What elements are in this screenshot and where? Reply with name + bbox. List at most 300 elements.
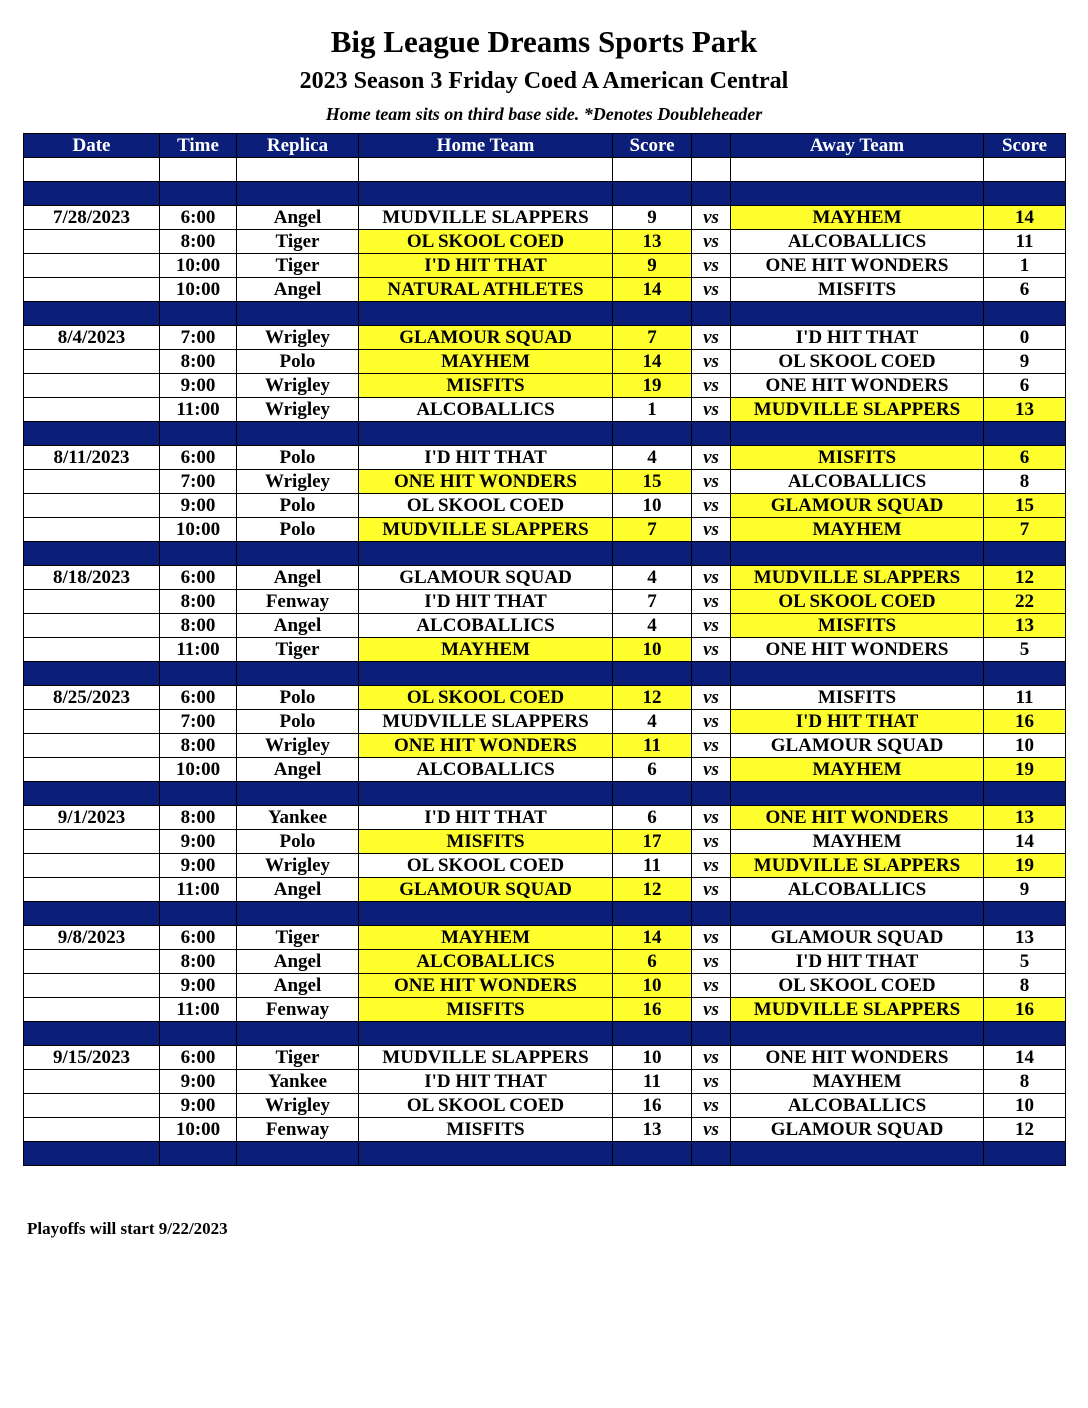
vs-label: vs: [692, 374, 731, 398]
game-time: 9:00: [160, 854, 237, 878]
away-team: MUDVILLE SLAPPERS: [731, 566, 984, 590]
empty-cell: [237, 422, 359, 446]
game-row: [24, 470, 1066, 494]
empty-cell: [24, 1022, 160, 1046]
game-date: [24, 974, 160, 998]
game-time: 7:00: [160, 710, 237, 734]
game-row: [24, 206, 1066, 230]
away-score: 10: [984, 1094, 1066, 1118]
vs-label: vs: [692, 470, 731, 494]
away-score: 10: [984, 734, 1066, 758]
vs-label: vs: [692, 734, 731, 758]
game-replica: Fenway: [237, 1118, 359, 1142]
empty-cell: [613, 542, 692, 566]
away-score: 12: [984, 566, 1066, 590]
game-time: 8:00: [160, 734, 237, 758]
away-score: 8: [984, 1070, 1066, 1094]
game-time: 10:00: [160, 254, 237, 278]
game-date: 8/18/2023: [24, 566, 160, 590]
vs-label: vs: [692, 1118, 731, 1142]
game-row: [24, 1046, 1066, 1070]
away-team: MAYHEM: [731, 206, 984, 230]
game-replica: Wrigley: [237, 326, 359, 350]
away-team: MUDVILLE SLAPPERS: [731, 998, 984, 1022]
col-header-away-team: Away Team: [731, 134, 984, 158]
home-team: I'D HIT THAT: [359, 446, 613, 470]
game-time: 8:00: [160, 350, 237, 374]
vs-label: vs: [692, 878, 731, 902]
home-score: 10: [613, 494, 692, 518]
away-team: MAYHEM: [731, 1070, 984, 1094]
game-row: [24, 974, 1066, 998]
empty-cell: [160, 1142, 237, 1166]
away-team: MISFITS: [731, 446, 984, 470]
home-team: ALCOBALLICS: [359, 398, 613, 422]
away-team: ONE HIT WONDERS: [731, 1046, 984, 1070]
vs-label: vs: [692, 230, 731, 254]
game-replica: Wrigley: [237, 470, 359, 494]
col-header-time: Time: [160, 134, 237, 158]
week-separator: [24, 902, 1066, 926]
vs-label: vs: [692, 206, 731, 230]
game-row: [24, 326, 1066, 350]
away-score: 19: [984, 854, 1066, 878]
game-time: 6:00: [160, 446, 237, 470]
empty-cell: [731, 182, 984, 206]
game-row: [24, 638, 1066, 662]
game-time: 8:00: [160, 590, 237, 614]
game-date: [24, 494, 160, 518]
game-time: 9:00: [160, 1094, 237, 1118]
empty-cell: [160, 182, 237, 206]
col-header-vs: [692, 134, 731, 158]
empty-cell: [692, 158, 731, 182]
game-time: 6:00: [160, 686, 237, 710]
game-row: [24, 830, 1066, 854]
away-score: 9: [984, 878, 1066, 902]
schedule-body: [24, 158, 1066, 1166]
empty-cell: [359, 302, 613, 326]
home-team: MISFITS: [359, 998, 613, 1022]
game-replica: Tiger: [237, 638, 359, 662]
home-score: 13: [613, 1118, 692, 1142]
away-score: 6: [984, 374, 1066, 398]
vs-label: vs: [692, 1094, 731, 1118]
vs-label: vs: [692, 518, 731, 542]
empty-cell: [692, 182, 731, 206]
home-score: 6: [613, 950, 692, 974]
week-separator: [24, 542, 1066, 566]
home-score: 9: [613, 254, 692, 278]
col-header-home-score: Score: [613, 134, 692, 158]
empty-cell: [731, 782, 984, 806]
game-replica: Yankee: [237, 806, 359, 830]
away-team: GLAMOUR SQUAD: [731, 734, 984, 758]
home-team: ONE HIT WONDERS: [359, 974, 613, 998]
game-row: [24, 446, 1066, 470]
away-team: GLAMOUR SQUAD: [731, 926, 984, 950]
vs-label: vs: [692, 974, 731, 998]
game-replica: Angel: [237, 758, 359, 782]
home-team: MISFITS: [359, 1118, 613, 1142]
game-time: 6:00: [160, 206, 237, 230]
vs-label: vs: [692, 926, 731, 950]
game-time: 9:00: [160, 830, 237, 854]
game-replica: Wrigley: [237, 1094, 359, 1118]
away-team: MUDVILLE SLAPPERS: [731, 398, 984, 422]
home-team: I'D HIT THAT: [359, 254, 613, 278]
game-replica: Angel: [237, 950, 359, 974]
empty-cell: [237, 158, 359, 182]
home-team: GLAMOUR SQUAD: [359, 326, 613, 350]
empty-cell: [24, 158, 160, 182]
game-row: [24, 1118, 1066, 1142]
game-date: [24, 590, 160, 614]
game-date: [24, 878, 160, 902]
home-score: 9: [613, 206, 692, 230]
empty-cell: [984, 1022, 1066, 1046]
game-replica: Angel: [237, 566, 359, 590]
vs-label: vs: [692, 806, 731, 830]
game-row: [24, 926, 1066, 950]
away-score: 8: [984, 974, 1066, 998]
game-date: [24, 470, 160, 494]
vs-label: vs: [692, 686, 731, 710]
game-time: 6:00: [160, 1046, 237, 1070]
empty-cell: [359, 662, 613, 686]
empty-cell: [237, 782, 359, 806]
empty-cell: [613, 182, 692, 206]
away-team: GLAMOUR SQUAD: [731, 1118, 984, 1142]
game-date: [24, 230, 160, 254]
away-score: 14: [984, 206, 1066, 230]
game-date: [24, 398, 160, 422]
header-row: [24, 134, 1066, 158]
empty-cell: [237, 1142, 359, 1166]
schedule-note: Home team sits on third base side. *Denotes Doubleheader: [325, 104, 763, 124]
game-date: [24, 374, 160, 398]
empty-cell: [692, 302, 731, 326]
empty-cell: [984, 158, 1066, 182]
game-time: 6:00: [160, 926, 237, 950]
vs-label: vs: [692, 758, 731, 782]
away-score: 13: [984, 398, 1066, 422]
empty-cell: [692, 902, 731, 926]
empty-cell: [24, 302, 160, 326]
game-date: [24, 710, 160, 734]
away-score: 8: [984, 470, 1066, 494]
empty-cell: [160, 302, 237, 326]
vs-label: vs: [692, 1046, 731, 1070]
game-replica: Angel: [237, 878, 359, 902]
vs-label: vs: [692, 1070, 731, 1094]
home-team: OL SKOOL COED: [359, 854, 613, 878]
game-replica: Polo: [237, 494, 359, 518]
away-team: I'D HIT THAT: [731, 950, 984, 974]
game-date: [24, 638, 160, 662]
vs-label: vs: [692, 398, 731, 422]
home-team: OL SKOOL COED: [359, 494, 613, 518]
home-score: 7: [613, 326, 692, 350]
game-date: [24, 254, 160, 278]
away-score: 14: [984, 830, 1066, 854]
empty-cell: [731, 302, 984, 326]
game-date: 8/4/2023: [24, 326, 160, 350]
away-team: ONE HIT WONDERS: [731, 806, 984, 830]
game-time: 8:00: [160, 230, 237, 254]
empty-cell: [984, 182, 1066, 206]
vs-label: vs: [692, 638, 731, 662]
home-score: 12: [613, 878, 692, 902]
empty-cell: [613, 302, 692, 326]
empty-cell: [692, 1142, 731, 1166]
empty-cell: [359, 782, 613, 806]
game-date: [24, 758, 160, 782]
game-time: 11:00: [160, 638, 237, 662]
game-replica: Polo: [237, 518, 359, 542]
game-date: 9/15/2023: [24, 1046, 160, 1070]
game-time: 9:00: [160, 494, 237, 518]
game-date: 9/8/2023: [24, 926, 160, 950]
empty-cell: [24, 422, 160, 446]
empty-cell: [731, 542, 984, 566]
game-replica: Wrigley: [237, 374, 359, 398]
empty-cell: [359, 422, 613, 446]
game-date: [24, 734, 160, 758]
away-score: 11: [984, 230, 1066, 254]
empty-cell: [984, 542, 1066, 566]
game-date: [24, 518, 160, 542]
home-team: I'D HIT THAT: [359, 590, 613, 614]
game-replica: Polo: [237, 350, 359, 374]
away-score: 13: [984, 614, 1066, 638]
game-replica: Polo: [237, 710, 359, 734]
home-score: 15: [613, 470, 692, 494]
away-team: MAYHEM: [731, 758, 984, 782]
empty-cell: [160, 1022, 237, 1046]
game-date: 9/1/2023: [24, 806, 160, 830]
week-separator: [24, 302, 1066, 326]
schedule-table: [23, 133, 1066, 1166]
game-row: [24, 854, 1066, 878]
home-team: MUDVILLE SLAPPERS: [359, 1046, 613, 1070]
empty-cell: [984, 902, 1066, 926]
home-score: 7: [613, 590, 692, 614]
game-time: 11:00: [160, 998, 237, 1022]
home-team: ALCOBALLICS: [359, 950, 613, 974]
home-team: ALCOBALLICS: [359, 758, 613, 782]
home-team: GLAMOUR SQUAD: [359, 566, 613, 590]
game-replica: Angel: [237, 206, 359, 230]
vs-label: vs: [692, 830, 731, 854]
away-team: ALCOBALLICS: [731, 230, 984, 254]
empty-cell: [984, 302, 1066, 326]
home-score: 10: [613, 1046, 692, 1070]
away-score: 9: [984, 350, 1066, 374]
game-replica: Polo: [237, 446, 359, 470]
away-score: 1: [984, 254, 1066, 278]
away-team: MISFITS: [731, 278, 984, 302]
away-team: ALCOBALLICS: [731, 878, 984, 902]
game-time: 11:00: [160, 878, 237, 902]
game-replica: Polo: [237, 686, 359, 710]
game-time: 10:00: [160, 758, 237, 782]
home-score: 4: [613, 710, 692, 734]
home-team: GLAMOUR SQUAD: [359, 878, 613, 902]
empty-cell: [359, 542, 613, 566]
vs-label: vs: [692, 854, 731, 878]
game-row: [24, 350, 1066, 374]
game-replica: Fenway: [237, 998, 359, 1022]
game-replica: Yankee: [237, 1070, 359, 1094]
empty-cell: [359, 902, 613, 926]
away-score: 0: [984, 326, 1066, 350]
vs-label: vs: [692, 446, 731, 470]
vs-label: vs: [692, 254, 731, 278]
empty-cell: [24, 182, 160, 206]
away-score: 14: [984, 1046, 1066, 1070]
empty-cell: [731, 902, 984, 926]
week-separator: [24, 182, 1066, 206]
away-score: 12: [984, 1118, 1066, 1142]
game-row: [24, 1094, 1066, 1118]
game-date: [24, 1070, 160, 1094]
game-row: [24, 590, 1066, 614]
away-team: MISFITS: [731, 614, 984, 638]
empty-cell: [160, 542, 237, 566]
game-date: 8/25/2023: [24, 686, 160, 710]
away-team: OL SKOOL COED: [731, 974, 984, 998]
game-replica: Angel: [237, 974, 359, 998]
empty-cell: [160, 902, 237, 926]
page-subtitle: 2023 Season 3 Friday Coed A American Central: [299, 68, 789, 94]
empty-cell: [237, 542, 359, 566]
away-score: 6: [984, 446, 1066, 470]
col-header-date: Date: [24, 134, 160, 158]
home-score: 17: [613, 830, 692, 854]
game-replica: Fenway: [237, 590, 359, 614]
game-time: 8:00: [160, 950, 237, 974]
home-team: OL SKOOL COED: [359, 686, 613, 710]
away-score: 22: [984, 590, 1066, 614]
week-separator: [24, 1022, 1066, 1046]
home-score: 4: [613, 446, 692, 470]
game-date: [24, 350, 160, 374]
away-score: 5: [984, 638, 1066, 662]
game-row: [24, 278, 1066, 302]
away-score: 5: [984, 950, 1066, 974]
game-time: 10:00: [160, 518, 237, 542]
week-separator: [24, 782, 1066, 806]
empty-cell: [613, 1142, 692, 1166]
home-team: MUDVILLE SLAPPERS: [359, 710, 613, 734]
empty-cell: [359, 1022, 613, 1046]
empty-cell: [160, 782, 237, 806]
home-score: 6: [613, 806, 692, 830]
game-row: [24, 710, 1066, 734]
away-team: ONE HIT WONDERS: [731, 374, 984, 398]
home-score: 11: [613, 854, 692, 878]
game-time: 11:00: [160, 398, 237, 422]
empty-cell: [731, 1142, 984, 1166]
home-score: 13: [613, 230, 692, 254]
empty-cell: [984, 782, 1066, 806]
home-team: MISFITS: [359, 830, 613, 854]
game-row: [24, 758, 1066, 782]
away-score: 19: [984, 758, 1066, 782]
home-score: 6: [613, 758, 692, 782]
game-date: [24, 950, 160, 974]
away-team: MAYHEM: [731, 830, 984, 854]
game-row: [24, 254, 1066, 278]
empty-cell: [731, 422, 984, 446]
week-separator: [24, 1142, 1066, 1166]
game-row: [24, 1070, 1066, 1094]
empty-cell: [731, 1022, 984, 1046]
away-team: ALCOBALLICS: [731, 1094, 984, 1118]
blank-row: [24, 158, 1066, 182]
empty-cell: [237, 1022, 359, 1046]
away-team: I'D HIT THAT: [731, 326, 984, 350]
game-date: [24, 278, 160, 302]
empty-cell: [160, 662, 237, 686]
col-header-away-score: Score: [984, 134, 1066, 158]
home-score: 10: [613, 974, 692, 998]
home-score: 11: [613, 734, 692, 758]
game-row: [24, 614, 1066, 638]
away-team: MUDVILLE SLAPPERS: [731, 854, 984, 878]
game-date: [24, 830, 160, 854]
empty-cell: [24, 1142, 160, 1166]
game-time: 6:00: [160, 566, 237, 590]
home-team: I'D HIT THAT: [359, 1070, 613, 1094]
empty-cell: [613, 662, 692, 686]
away-team: OL SKOOL COED: [731, 350, 984, 374]
game-row: [24, 374, 1066, 398]
away-score: 15: [984, 494, 1066, 518]
away-score: 16: [984, 710, 1066, 734]
home-score: 12: [613, 686, 692, 710]
home-team: MUDVILLE SLAPPERS: [359, 206, 613, 230]
game-time: 9:00: [160, 374, 237, 398]
vs-label: vs: [692, 494, 731, 518]
game-time: 8:00: [160, 614, 237, 638]
home-team: MAYHEM: [359, 350, 613, 374]
home-score: 14: [613, 926, 692, 950]
empty-cell: [24, 902, 160, 926]
home-score: 14: [613, 350, 692, 374]
empty-cell: [692, 422, 731, 446]
home-team: MISFITS: [359, 374, 613, 398]
game-replica: Wrigley: [237, 398, 359, 422]
game-row: [24, 686, 1066, 710]
empty-cell: [613, 422, 692, 446]
away-score: 11: [984, 686, 1066, 710]
empty-cell: [613, 1022, 692, 1046]
vs-label: vs: [692, 950, 731, 974]
empty-cell: [359, 158, 613, 182]
game-row: [24, 878, 1066, 902]
empty-cell: [984, 422, 1066, 446]
game-time: 10:00: [160, 1118, 237, 1142]
col-header-home-team: Home Team: [359, 134, 613, 158]
home-team: MUDVILLE SLAPPERS: [359, 518, 613, 542]
game-replica: Angel: [237, 278, 359, 302]
game-row: [24, 806, 1066, 830]
week-separator: [24, 422, 1066, 446]
away-score: 16: [984, 998, 1066, 1022]
away-team: OL SKOOL COED: [731, 590, 984, 614]
